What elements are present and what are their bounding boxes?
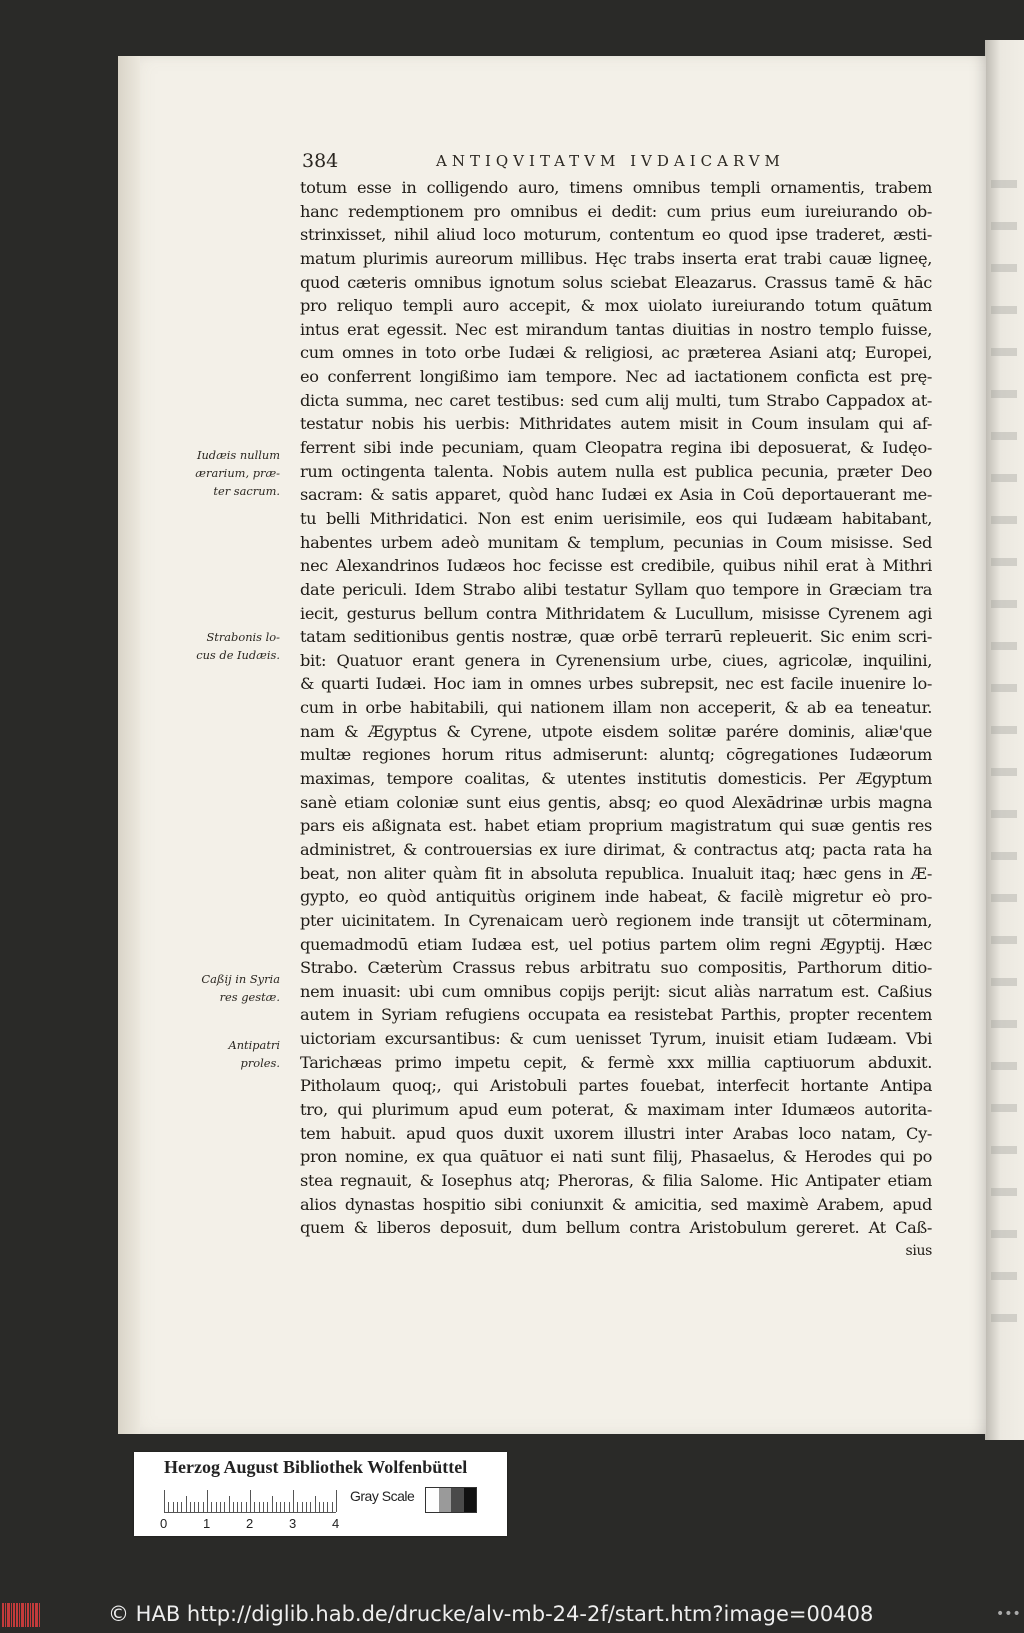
- ruler-tick: [297, 1502, 298, 1512]
- text-line: nec Alexandrinos Iudæos hoc fecisse est credibile, quibus nihil erat à Mithri: [300, 556, 932, 576]
- ruler-tick: [336, 1490, 337, 1512]
- ruler-tick: [306, 1502, 307, 1512]
- barcode-stripe: [7, 1603, 10, 1627]
- ruler-tick: [246, 1502, 247, 1512]
- barcode-stripe: [27, 1603, 29, 1627]
- ghost-text: [991, 432, 1017, 440]
- ghost-text: [991, 1188, 1017, 1196]
- ruler-tick: [332, 1502, 333, 1512]
- catchword: sius: [905, 1242, 932, 1259]
- text-line: matum plurimis aureorum millibus. Hęc trabs inserta erat trabi cauæ ligneę,: [300, 248, 932, 268]
- running-header-title: ANTIQVITATVM IVDAICARVM: [436, 152, 785, 170]
- text-line: Strabo. Cæterùm Crassus rebus arbitratu suo compositis, Parthorum ditio-: [300, 958, 932, 978]
- ghost-text: [991, 390, 1017, 398]
- ruler-tick: [190, 1502, 191, 1512]
- ruler-tick: [293, 1490, 294, 1512]
- ghost-text: [991, 1020, 1017, 1028]
- text-line: tem habuit. apud quos duxit uxorem illustri inter Arabas loco natam, Cy-: [300, 1123, 932, 1143]
- ruler-tick: [254, 1502, 255, 1512]
- ruler-number: 1: [203, 1516, 211, 1531]
- text-line: nam & Ægyptus & Cyrene, utpote eisdem solitæ parére dominis, aliæ'que: [300, 721, 932, 741]
- text-line: stea regnauit, & Iosephus atq; Pheroras, & filia Salome. Hic Antipater etiam: [300, 1170, 932, 1190]
- text-line: sanè etiam coloniæ sunt eius gentis, absq; eo quod Alexādrinæ urbis magna: [300, 792, 932, 812]
- text-line: rum octingenta talenta. Nobis autem nulla est publica pecunia, præter Deo: [300, 461, 932, 481]
- ghost-text: [991, 852, 1017, 860]
- ruler-tick: [181, 1502, 182, 1512]
- ruler-tick: [267, 1502, 268, 1512]
- ghost-text: [991, 1314, 1017, 1322]
- text-line: eo conferrent longißimo iam tempore. Nec ad iactationem conficta est prę-: [300, 367, 932, 387]
- text-line: beat, non aliter quàm fit in absoluta republica. Inualuit itaq; hæc gens in Æ-: [300, 863, 932, 883]
- ruler-tick: [319, 1502, 320, 1512]
- ghost-text: [991, 1230, 1017, 1238]
- text-line: totum esse in colligendo auro, timens omnibus templi ornamentis, trabem: [300, 178, 932, 197]
- ruler-tick: [310, 1502, 311, 1512]
- text-line: administret, & controuersias ex iure dirimat, & contractus atq; pacta rata ha: [300, 839, 932, 859]
- text-line: bit: Quatuor erant genera in Cyrenensium urbe, ciues, agricolæ, inquilini,: [300, 650, 932, 670]
- text-line: cum in orbe habitabili, qui nationem illam non acceperit, & ab ea teneatur.: [300, 698, 932, 718]
- footer-url-text[interactable]: © HAB http://diglib.hab.de/drucke/alv-mb-24-2f/start.htm?image=00408: [108, 1602, 874, 1626]
- text-line: alios dynastas hospitio sibi coniunxit & amicitia, sed maximè Arabem, apud: [300, 1194, 932, 1214]
- ruler-tick: [173, 1502, 174, 1512]
- text-line: maximas, tempore coalitas, & utentes institutis domesticis. Per Ægyptum: [300, 769, 932, 789]
- ruler-tick: [198, 1502, 199, 1512]
- text-line: habentes urbem adeò munitam & templum, pecunias in Coum misisse. Sed: [300, 532, 932, 552]
- ruler-number: 2: [246, 1516, 254, 1531]
- ghost-text: [991, 1272, 1017, 1280]
- text-line: Pitholaum quoq;, qui Aristobuli partes fouebat, interfecit hortante Antipa: [300, 1076, 932, 1096]
- ruler-tick: [211, 1502, 212, 1512]
- ruler-tick: [186, 1496, 187, 1512]
- ruler-tick: [164, 1490, 165, 1512]
- adjacent-page-edge: [985, 40, 1024, 1440]
- ruler-tick: [327, 1502, 328, 1512]
- gray-swatch-4: [464, 1488, 477, 1512]
- ruler-tick: [280, 1502, 281, 1512]
- ghost-text: [991, 936, 1017, 944]
- text-line: tu belli Mithridatici. Non est enim uerisimile, eos qui Iudæam habitabant,: [300, 508, 932, 528]
- ruler-tick: [272, 1496, 273, 1512]
- text-line: gypto, eo quòd antiquitùs originem inde habeat, & facilè migretur eò pro-: [300, 887, 932, 907]
- ruler-tick: [315, 1496, 316, 1512]
- text-line: pron nomine, ex qua quātuor ei nati sunt filij, Phasaelus, & Herodes qui po: [300, 1147, 932, 1167]
- ghost-text: [991, 978, 1017, 986]
- ghost-text: [991, 1062, 1017, 1070]
- marginal-note-1: Iudæis nullum ærarium, præ- ter sacrum.: [195, 448, 280, 498]
- barcode-stripe: [11, 1603, 12, 1627]
- ruler-tick: [194, 1502, 195, 1512]
- ghost-text: [991, 558, 1017, 566]
- grayscale-swatch: [425, 1487, 477, 1513]
- text-line: nem inuasit: ubi cum omnibus copijs perijt: sicut aliàs narratum est. Caßius: [300, 981, 932, 1001]
- text-line: date periculi. Idem Strabo alibi testatur Syllam quo tempore in Græciam tra: [300, 579, 932, 599]
- ghost-text: [991, 810, 1017, 818]
- text-line: uictoriam excursantibus: & cum uenisset Tyrum, inuisit etiam Iudæam. Vbi: [300, 1029, 932, 1049]
- marginal-note-2: Strabonis lo- cus de Iudæis.: [196, 630, 280, 662]
- ruler-number: 3: [289, 1516, 297, 1531]
- ruler-tick: [276, 1502, 277, 1512]
- ruler-tick: [177, 1502, 178, 1512]
- ghost-text: [991, 516, 1017, 524]
- ruler-number: 0: [160, 1516, 168, 1531]
- ruler-tick: [168, 1502, 169, 1512]
- color-scale-card: [134, 1452, 507, 1536]
- ghost-text: [991, 348, 1017, 356]
- ruler-tick: [259, 1502, 260, 1512]
- text-line: quod cæteris omnibus ignotum solus sciebat Eleazarus. Crassus tamē & hāc: [300, 272, 932, 292]
- ruler: [164, 1488, 336, 1513]
- barcode-stripe: [30, 1603, 31, 1627]
- text-line: tatam seditionibus gentis nostræ, quæ orbē terrarū repleuerit. Sic enim scri-: [300, 627, 932, 647]
- text-line: autem in Syriam refugiens occupata ea resistebat Parthis, propter recentem: [300, 1005, 932, 1025]
- barcode-stripe: [32, 1603, 34, 1627]
- barcode-stripe: [2, 1603, 4, 1627]
- ghost-text: [991, 306, 1017, 314]
- barcode-stripe: [21, 1603, 24, 1627]
- text-line: quemadmodū etiam Iudæa est, uel potius partem olim regni Ægyptij. Hæc: [300, 934, 932, 954]
- ruler-tick: [216, 1502, 217, 1512]
- gray-swatch-1: [426, 1488, 439, 1512]
- ghost-text: [991, 222, 1017, 230]
- text-line: multæ regiones horum ritus admiserunt: aluntq; cōgregationes Iudæorum: [300, 745, 932, 765]
- ruler-tick: [302, 1502, 303, 1512]
- barcode-stripe: [25, 1603, 26, 1627]
- barcode-stripe: [5, 1603, 6, 1627]
- ruler-tick: [284, 1502, 285, 1512]
- text-line: quem & liberos deposuit, dum bellum contra Aristobulum gereret. At Caß-: [300, 1218, 932, 1238]
- ruler-tick: [289, 1502, 290, 1512]
- text-line: strinxisset, nihil aliud loco moturum, contentum eo quod ipse traderet, æsti-: [300, 225, 932, 245]
- ruler-tick: [220, 1502, 221, 1512]
- body-text: [300, 176, 932, 1263]
- ruler-tick: [229, 1496, 230, 1512]
- gray-swatch-3: [451, 1488, 464, 1512]
- text-line: Tarichæas primo impetu cepit, & fermè xxx millia captiuorum abduxit.: [300, 1052, 932, 1072]
- text-line: sacram: & satis apparet, quòd hanc Iudæi ex Asia in Coū deportauerant me-: [300, 485, 932, 505]
- ruler-tick: [237, 1502, 238, 1512]
- marginal-note-3: Caßij in Syria res gestæ.: [201, 972, 280, 1004]
- ghost-text: [991, 894, 1017, 902]
- barcode-stripe: [39, 1603, 40, 1627]
- grayscale-label: Gray Scale: [350, 1488, 415, 1504]
- ruler-tick: [224, 1502, 225, 1512]
- text-line: pro reliquo templi auro accepit, & mox uiolato iureiurando totum quātum: [300, 296, 932, 316]
- ruler-tick: [207, 1490, 208, 1512]
- ruler-tick: [263, 1502, 264, 1512]
- ghost-text: [991, 180, 1017, 188]
- ghost-text: [991, 726, 1017, 734]
- ghost-text: [991, 264, 1017, 272]
- text-line: iecit, gesturus bellum contra Mithridatem & Lucullum, misisse Cyrenem agi: [300, 603, 932, 623]
- barcode-icon: [2, 1603, 46, 1627]
- ruler-tick: [203, 1502, 204, 1512]
- ruler-tick: [250, 1490, 251, 1512]
- ghost-text: [991, 474, 1017, 482]
- text-line: testatur nobis his uerbis: Mithridates autem misit in Coum insulam qui af-: [300, 414, 932, 434]
- barcode-stripe: [19, 1603, 20, 1627]
- text-line: pars eis aßignata est. habet etiam proprium magistratum qui suæ gentis res: [300, 816, 932, 836]
- ghost-text: [991, 1104, 1017, 1112]
- more-icon[interactable]: •••: [996, 1606, 1021, 1622]
- ghost-text: [991, 684, 1017, 692]
- ghost-text: [991, 1146, 1017, 1154]
- ghost-text: [991, 600, 1017, 608]
- text-line: hanc redemptionem pro omnibus ei dedit: cum prius eum iureiurando ob-: [300, 201, 932, 221]
- text-line: pter uicinitatem. In Cyrenaicam uerò regionem inde transijt ut cōterminam,: [300, 910, 932, 930]
- marginal-note-4: Antipatri proles.: [228, 1038, 280, 1070]
- text-line: ferrent sibi inde pecuniam, quam Cleopatra regina ibi deposuerat, & Iudęo-: [300, 438, 932, 458]
- gray-swatch-2: [439, 1488, 452, 1512]
- scanned-page: [118, 56, 986, 1434]
- barcode-stripe: [13, 1603, 15, 1627]
- text-line: intus erat egessit. Nec est mirandum tantas diuitias in nostro templo fuisse,: [300, 319, 932, 339]
- text-line: dicta summa, nec caret testibus: sed cum alij multi, tum Strabo Cappadox at-: [300, 390, 932, 410]
- text-line: cum omnes in toto orbe Iudæi & religiosi, ac præterea Asiani atq; Europei,: [300, 343, 932, 363]
- text-line: & quarti Iudæi. Hoc iam in omnes urbes subrepsit, nec est facile inuenire lo-: [300, 674, 932, 694]
- footer-bar: [0, 1596, 1024, 1633]
- library-name: Herzog August Bibliothek Wolfenbüttel: [164, 1457, 468, 1477]
- ruler-tick: [233, 1502, 234, 1512]
- ruler-number: 4: [332, 1516, 340, 1531]
- page-number: 384: [302, 150, 339, 172]
- ruler-tick: [323, 1502, 324, 1512]
- ruler-tick: [241, 1502, 242, 1512]
- text-line: tro, qui plurimum apud eum poterat, & maximam inter Idumæos autorita-: [300, 1099, 932, 1119]
- barcode-stripe: [35, 1603, 38, 1627]
- ghost-text: [991, 768, 1017, 776]
- barcode-stripe: [16, 1603, 18, 1627]
- ghost-text: [991, 642, 1017, 650]
